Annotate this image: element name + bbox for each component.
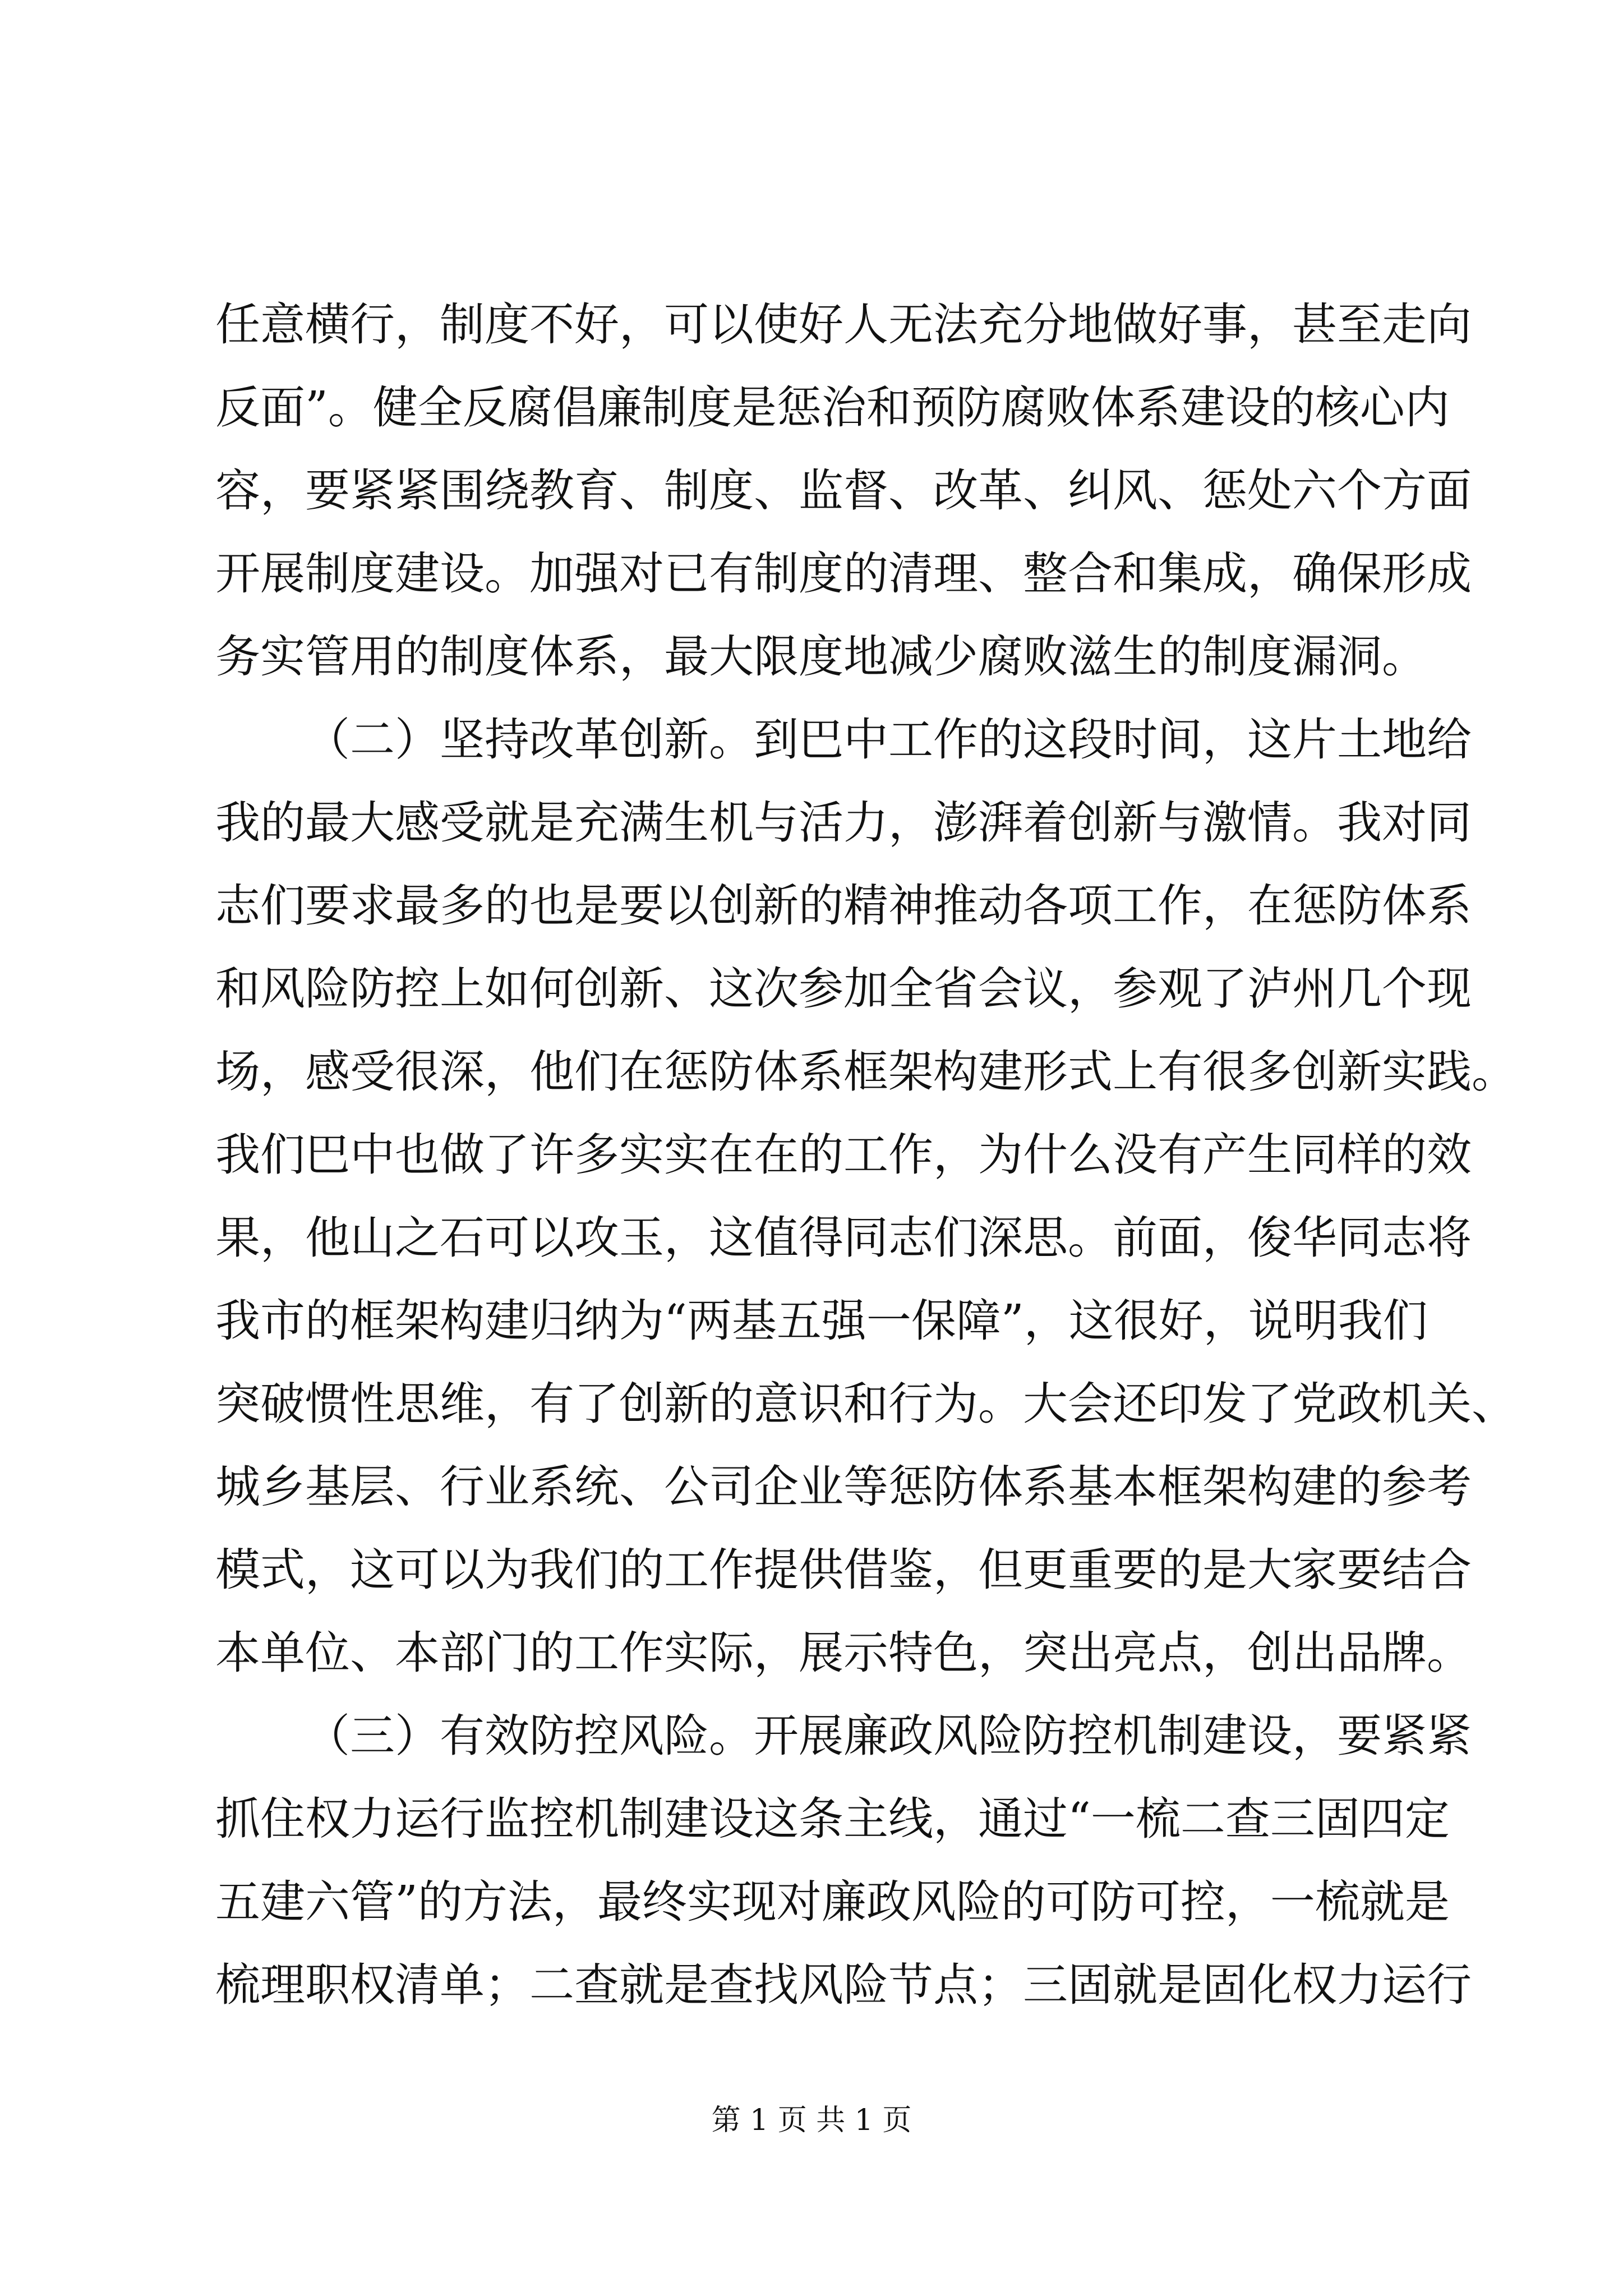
body-text xyxy=(215,283,1516,2027)
text-line: 果，他山之石可以攻玉，这值得同志们深思。前面，俊华同志将 xyxy=(215,1212,1472,1264)
page-number-label: 第 1 页 共 1 页 xyxy=(711,2104,912,2137)
text-line: 场，感受很深，他们在惩防体系框架构建形式上有很多创新实践。 xyxy=(215,1046,1516,1098)
paragraph-start-line: （二）坚持改革创新。到巴中工作的这段时间，这片土地给 xyxy=(305,714,1472,766)
text-line: 城乡基层、行业系统、公司企业等惩防体系基本框架构建的参考 xyxy=(215,1461,1472,1513)
text-line: 模式，这可以为我们的工作提供借鉴，但更重要的是大家要结合 xyxy=(215,1544,1472,1596)
text-line: 我的最大感受就是充满生机与活力，澎湃着创新与激情。我对同 xyxy=(215,797,1472,849)
text-line: 和风险防控上如何创新、这次参加全省会议，参观了泸州几个现 xyxy=(215,963,1472,1015)
text-line: 我市的框架构建归纳为“两基五强一保障”，这很好，说明我们 xyxy=(215,1295,1428,1347)
text-line: 梳理职权清单；二查就是查找风险节点；三固就是固化权力运行 xyxy=(215,1959,1472,2011)
text-line: 务实管用的制度体系，最大限度地减少腐败滋生的制度漏洞。 xyxy=(215,631,1427,683)
text-line: 抓住权力运行监控机制建设这条主线，通过“一梳二查三固四定 xyxy=(215,1793,1450,1845)
page-footer xyxy=(0,2101,1623,2140)
text-line: 志们要求最多的也是要以创新的精神推动各项工作，在惩防体系 xyxy=(215,880,1472,932)
text-line: 任意横行，制度不好，可以使好人无法充分地做好事，甚至走向 xyxy=(215,298,1472,351)
text-line: 突破惯性思维，有了创新的意识和行为。大会还印发了党政机关、 xyxy=(215,1378,1516,1430)
text-line: 反面”。健全反腐倡廉制度是惩治和预防腐败体系建设的核心内 xyxy=(215,381,1450,434)
paragraph-start-line: （三）有效防控风险。开展廉政风险防控机制建设，要紧紧 xyxy=(305,1710,1472,1762)
text-line: 容，要紧紧围绕教育、制度、监督、改革、纠风、惩处六个方面 xyxy=(215,464,1472,517)
text-line: 五建六管”的方法，最终实现对廉政风险的可防可控，一梳就是 xyxy=(215,1876,1450,1928)
text-line: 我们巴中也做了许多实实在在的工作，为什么没有产生同样的效 xyxy=(215,1129,1472,1181)
text-line: 本单位、本部门的工作实际，展示特色，突出亮点，创出品牌。 xyxy=(215,1627,1472,1679)
text-line: 开展制度建设。加强对已有制度的清理、整合和集成，确保形成 xyxy=(215,547,1472,600)
